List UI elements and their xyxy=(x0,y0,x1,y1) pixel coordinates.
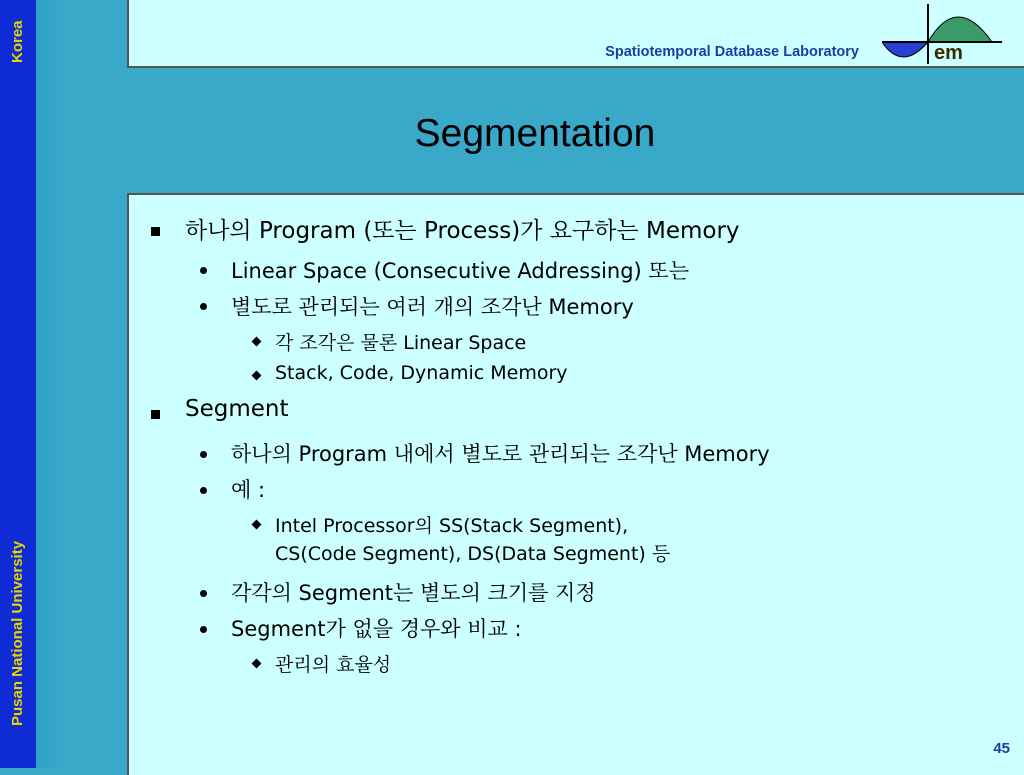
bullet-level2: 예 : xyxy=(231,478,266,502)
bullet-level3-cont: CS(Code Segment), DS(Data Segment) 등 xyxy=(275,543,671,565)
dot-bullet-icon xyxy=(200,626,207,633)
bullet-level3: Stack, Code, Dynamic Memory xyxy=(275,362,568,384)
bullet-level3: 관리의 효율성 xyxy=(275,654,392,676)
korea-label: Korea xyxy=(9,20,26,64)
bullet-level2: 별도로 관리되는 여러 개의 조각난 Memory xyxy=(231,295,634,319)
lab-logo xyxy=(882,2,1010,70)
lab-name: Spatiotemporal Database Laboratory xyxy=(605,44,859,60)
dot-bullet-icon xyxy=(200,303,207,310)
dot-bullet-icon xyxy=(200,267,207,274)
sidebar-shade xyxy=(36,0,68,768)
bullet-level3: Intel Processor의 SS(Stack Segment), xyxy=(275,515,629,537)
left-sidebar xyxy=(0,0,36,768)
bullet-level1: Segment xyxy=(185,396,289,422)
dot-bullet-icon xyxy=(200,487,207,494)
page-number: 45 xyxy=(993,740,1010,757)
bullet-level2: Segment가 없을 경우와 비교 : xyxy=(231,617,522,641)
dot-bullet-icon xyxy=(200,451,207,458)
bullet-level2: 각각의 Segment는 별도의 크기를 지정 xyxy=(231,581,596,605)
bullet-level1: 하나의 Program (또는 Process)가 요구하는 Memory xyxy=(185,218,740,244)
university-label: Pusan National University xyxy=(9,540,26,726)
square-bullet-icon xyxy=(151,410,160,419)
logo-text: em xyxy=(934,42,963,64)
bullet-level2: 하나의 Program 내에서 별도로 관리되는 조각난 Memory xyxy=(231,442,770,466)
dot-bullet-icon xyxy=(200,590,207,597)
slide-title: Segmentation xyxy=(414,112,656,155)
square-bullet-icon xyxy=(151,227,160,236)
bullet-level3: 각 조각은 물론 Linear Space xyxy=(275,332,527,354)
bullet-level2: Linear Space (Consecutive Addressing) 또는 xyxy=(231,259,689,283)
